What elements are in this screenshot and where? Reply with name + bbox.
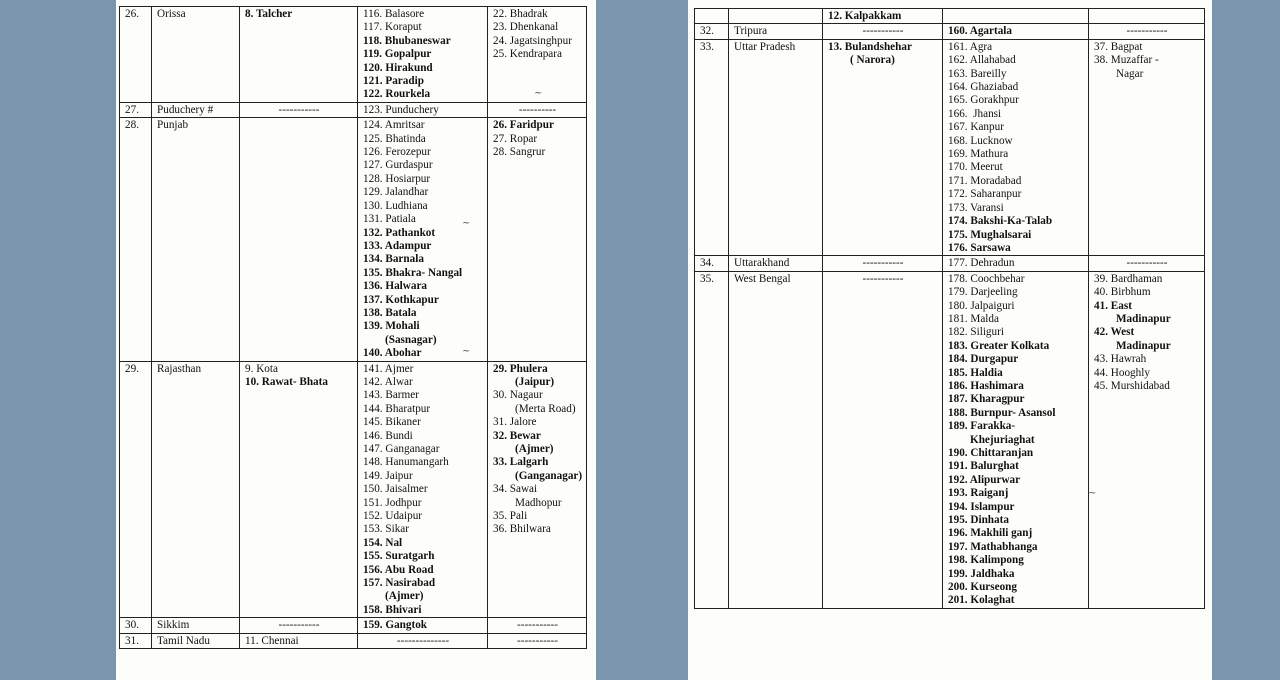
city-entry: 150. Jaisalmer — [363, 483, 428, 496]
city-list-cell — [358, 7, 488, 103]
state-name: Sikkim — [152, 618, 240, 633]
state-name — [729, 9, 823, 24]
city-entry: 175. Mughalsarai — [948, 228, 1032, 241]
city-entry: 174. Bakshi-Ka-Talab — [948, 215, 1053, 228]
city-list-cell — [488, 7, 587, 103]
city-entry: 122. Rourkela — [363, 88, 431, 101]
city-entry: 8. Talcher — [245, 8, 293, 20]
city-entry: 157. Nasirabad — [363, 577, 436, 590]
city-entry: 38. Muzaffar - — [1094, 54, 1159, 67]
city-list-cell — [488, 118, 587, 361]
city-entry: 39. Bardhaman — [1094, 272, 1163, 285]
city-list-cell — [358, 618, 488, 633]
city-list-cell — [1089, 256, 1205, 271]
city-entry: 26. Faridpur — [493, 119, 554, 132]
city-entry: 116. Balasore — [363, 8, 425, 20]
city-entry: 124. Amritsar — [363, 119, 425, 132]
city-entry: 199. Jaldhaka — [948, 567, 1015, 580]
city-entry: 137. Kothkapur — [363, 293, 439, 306]
table-row — [120, 633, 587, 648]
city-entry: 153. Sikar — [363, 523, 409, 536]
table-row — [695, 256, 1205, 271]
cities-table-right — [694, 8, 1205, 609]
city-entry: 43. Hawrah — [1094, 353, 1147, 366]
city-list-cell — [943, 271, 1089, 608]
city-list-cell — [823, 271, 943, 608]
handwritten-mark: ~ — [462, 346, 471, 357]
city-entry: 194. Islampur — [948, 500, 1015, 513]
city-entry: ----------- — [517, 619, 558, 632]
city-entry: 29. Phulera — [493, 362, 548, 375]
city-list-cell — [240, 633, 358, 648]
city-entry: (Ajmer) — [515, 443, 554, 455]
city-entry: 162. Allahabad — [948, 54, 1016, 67]
row-number: 28. — [120, 118, 152, 361]
city-entry: 193. Raiganj — [948, 487, 1009, 500]
city-entry: 125. Bhatinda — [363, 132, 426, 145]
table-row — [120, 361, 587, 618]
row-number: 33. — [695, 39, 729, 256]
city-entry: 198. Kalimpong — [948, 554, 1024, 567]
city-entry: 155. Suratgarh — [363, 550, 435, 563]
document-page-right — [688, 0, 1212, 680]
city-entry: 22. Bhadrak — [493, 8, 548, 20]
city-entry: 201. Kolaghat — [948, 594, 1015, 607]
city-entry: 164. Ghaziabad — [948, 81, 1019, 94]
city-entry: Madinapur — [1116, 339, 1171, 352]
city-entry: Nagar — [1116, 67, 1144, 80]
city-entry: 178. Coochbehar — [948, 272, 1025, 285]
city-list-cell — [943, 39, 1089, 256]
city-entry: 136. Halwara — [363, 280, 428, 293]
state-name: Puduchery # — [152, 102, 240, 117]
city-entry: ----------- — [278, 619, 320, 632]
table-row — [695, 24, 1205, 39]
city-entry: Madinapur — [1116, 312, 1171, 325]
city-list-cell — [943, 9, 1089, 24]
city-entry: 184. Durgapur — [948, 353, 1019, 366]
city-entry: 182. Siliguri — [948, 326, 1004, 339]
city-entry: 171. Moradabad — [948, 174, 1022, 187]
city-entry: 9. Kota — [245, 362, 278, 375]
city-list-cell — [823, 39, 943, 256]
handwritten-mark: ~ — [534, 88, 543, 99]
state-name: Punjab — [152, 118, 240, 361]
city-entry: 12. Kalpakkam — [828, 10, 902, 22]
city-entry: 130. Ludhiana — [363, 199, 428, 212]
city-entry: 170. Meerut — [948, 161, 1003, 174]
city-entry: 25. Kendrapara — [493, 48, 562, 61]
city-entry: 132. Pathankot — [363, 226, 436, 239]
city-entry: 134. Barnala — [363, 253, 424, 266]
row-number: 32. — [695, 24, 729, 39]
city-entry: 197. Mathabhanga — [948, 540, 1038, 553]
city-entry: 187. Kharagpur — [948, 393, 1025, 406]
city-entry: 36. Bhilwara — [493, 523, 551, 536]
city-entry: 163. Bareilly — [948, 67, 1007, 80]
city-list-cell — [240, 7, 358, 103]
city-entry: 37. Bagpat — [1094, 40, 1143, 53]
city-entry: 190. Chittaranjan — [948, 447, 1034, 459]
city-entry: ( Narora) — [850, 54, 895, 67]
city-entry: -------------- — [396, 634, 450, 647]
city-entry: 165. Gorakhpur — [948, 94, 1019, 107]
city-entry: ----------- — [1126, 257, 1168, 270]
row-number: 34. — [695, 256, 729, 271]
city-entry: 30. Nagaur — [493, 389, 543, 402]
city-entry: 126. Ferozepur — [363, 146, 431, 159]
city-entry: 191. Balurghat — [948, 460, 1019, 473]
city-entry: ----------- — [1126, 25, 1168, 38]
city-list-cell — [1089, 24, 1205, 39]
state-name: Uttar Pradesh — [729, 39, 823, 256]
city-entry: 154. Nal — [363, 536, 403, 549]
city-list-cell — [823, 24, 943, 39]
table-row — [120, 118, 587, 361]
city-entry: 44. Hooghly — [1094, 366, 1150, 379]
city-entry: Madhopur — [515, 496, 562, 509]
city-entry: 181. Malda — [948, 312, 999, 325]
state-name: West Bengal — [729, 271, 823, 608]
city-entry: ----------- — [862, 272, 904, 285]
city-list-cell — [1089, 9, 1205, 24]
handwritten-mark: ~ — [462, 218, 471, 229]
city-entry: 146. Bundi — [363, 429, 413, 442]
city-entry: 127. Gurdaspur — [363, 159, 433, 172]
city-entry: (Jaipur) — [515, 375, 555, 388]
row-number: 31. — [120, 633, 152, 648]
row-number: 27. — [120, 102, 152, 117]
city-entry: 192. Alipurwar — [948, 473, 1021, 486]
city-entry: 24. Jagatsinghpur — [493, 34, 572, 47]
city-entry: 11. Chennai — [245, 634, 299, 647]
city-entry: 147. Ganganagar — [363, 443, 440, 455]
city-entry: 41. East — [1094, 299, 1132, 312]
table-row — [695, 39, 1205, 256]
city-entry: (Ganganagar) — [515, 469, 583, 482]
city-list-cell — [488, 618, 587, 633]
state-name: Tripura — [729, 24, 823, 39]
city-entry: ----------- — [862, 25, 904, 38]
table-row — [120, 102, 587, 117]
row-number: 26. — [120, 7, 152, 103]
city-list-cell — [358, 102, 488, 117]
state-name: Rajasthan — [152, 361, 240, 618]
row-number: 29. — [120, 361, 152, 618]
city-entry: 185. Haldia — [948, 366, 1003, 379]
city-entry: 176. Sarsawa — [948, 241, 1011, 254]
city-entry: 42. West — [1094, 326, 1135, 339]
city-entry: (Sasnagar) — [385, 333, 437, 346]
city-entry: 131. Patiala — [363, 213, 416, 226]
city-list-cell — [488, 633, 587, 648]
city-entry: 172. Saharanpur — [948, 188, 1022, 201]
city-list-cell — [358, 633, 488, 648]
city-entry: 173. Varansi — [948, 201, 1004, 214]
state-name: Uttarakhand — [729, 256, 823, 271]
city-entry: 140. Abohar — [363, 347, 422, 360]
city-entry: 161. Agra — [948, 40, 993, 53]
city-entry: 139. Mohali — [363, 320, 420, 333]
city-entry: 23. Dhenkanal — [493, 21, 559, 34]
city-list-cell — [488, 102, 587, 117]
city-entry: 189. Farakka- — [948, 420, 1016, 433]
city-list-cell — [358, 118, 488, 361]
city-entry: ---------- — [518, 103, 557, 116]
city-entry: (Merta Road) — [515, 402, 576, 415]
city-entry: 35. Pali — [493, 510, 528, 523]
city-entry: 138. Batala — [363, 306, 417, 319]
city-list-cell — [240, 118, 358, 361]
city-entry: 40. Birbhum — [1094, 286, 1151, 299]
city-entry: (Ajmer) — [385, 590, 424, 603]
city-entry: 141. Ajmer — [363, 362, 414, 375]
city-list-cell — [823, 9, 943, 24]
city-entry: 169. Mathura — [948, 148, 1009, 161]
city-entry: 128. Hosiarpur — [363, 172, 431, 185]
city-entry: 121. Paradip — [363, 75, 424, 88]
city-entry: 168. Lucknow — [948, 134, 1013, 147]
city-entry: 28. Sangrur — [493, 146, 546, 159]
city-list-cell — [240, 361, 358, 618]
city-entry: 10. Rawat- Bhata — [245, 375, 328, 388]
city-entry: 144. Bharatpur — [363, 402, 431, 415]
city-entry: 151. Jodhpur — [363, 496, 422, 509]
city-entry: 117. Koraput — [363, 21, 422, 34]
city-entry: 135. Bhakra- Nangal — [363, 266, 463, 279]
city-entry: 160. Agartala — [948, 25, 1013, 38]
city-entry: 31. Jalore — [493, 416, 537, 429]
table-row — [120, 7, 587, 103]
city-entry: 180. Jalpaiguri — [948, 299, 1015, 312]
city-list-cell — [943, 24, 1089, 39]
city-entry: 200. Kurseong — [948, 581, 1017, 594]
city-entry: 119. Gopalpur — [363, 48, 432, 61]
city-entry: 186. Hashimara — [948, 379, 1024, 392]
city-entry: 188. Burnpur- Asansol — [948, 406, 1056, 419]
city-entry: 120. Hirakund — [363, 61, 433, 74]
city-entry: ----------- — [862, 257, 904, 270]
city-entry: 196. Makhili ganj — [948, 527, 1033, 540]
table-row — [120, 618, 587, 633]
city-list-cell — [943, 256, 1089, 271]
city-entry: 34. Sawai — [493, 483, 538, 496]
state-name: Orissa — [152, 7, 240, 103]
city-list-cell — [240, 102, 358, 117]
city-entry: 143. Barmer — [363, 389, 419, 402]
row-number: 35. — [695, 271, 729, 608]
city-entry: 179. Darjeeling — [948, 286, 1018, 299]
city-entry: 183. Greater Kolkata — [948, 339, 1050, 352]
table-row — [695, 271, 1205, 608]
city-entry: 167. Kanpur — [948, 121, 1004, 134]
city-entry: Khejuriaghat — [970, 433, 1035, 446]
city-entry: 156. Abu Road — [363, 563, 434, 576]
state-name: Tamil Nadu — [152, 633, 240, 648]
city-entry: 45. Murshidabad — [1094, 379, 1170, 392]
city-entry: 145. Bikaner — [363, 416, 421, 429]
city-entry: 159. Gangtok — [363, 619, 428, 632]
row-number: 30. — [120, 618, 152, 633]
handwritten-mark: ~ — [1088, 488, 1097, 499]
city-entry: 32. Bewar — [493, 429, 541, 442]
row-number — [695, 9, 729, 24]
city-entry: 148. Hanumangarh — [363, 456, 449, 469]
city-list-cell — [1089, 39, 1205, 256]
city-entry: 142. Alwar — [363, 375, 413, 388]
table-row — [695, 9, 1205, 24]
document-page-left — [116, 0, 596, 680]
city-entry: 158. Bhivari — [363, 603, 422, 616]
city-entry: 166. Jhansi — [948, 107, 1002, 120]
city-list-cell — [358, 361, 488, 618]
city-entry: 118. Bhubaneswar — [363, 34, 451, 47]
city-list-cell — [240, 618, 358, 633]
city-entry: 27. Ropar — [493, 132, 538, 145]
city-entry: 177. Dehradun — [948, 257, 1015, 270]
city-list-cell — [488, 361, 587, 618]
city-entry: 152. Udaipur — [363, 510, 423, 523]
city-entry: ----------- — [517, 634, 558, 647]
city-entry: 149. Jaipur — [363, 469, 413, 482]
city-entry: 195. Dinhata — [948, 514, 1009, 527]
city-entry: 33. Lalgarh — [493, 456, 549, 469]
cities-table-left — [119, 6, 587, 649]
city-entry: 13. Bulandshehar — [828, 40, 912, 53]
city-entry: 129. Jalandhar — [363, 186, 429, 199]
city-entry: 123. Punduchery — [363, 103, 439, 116]
city-entry: ----------- — [278, 103, 320, 116]
city-entry: 133. Adampur — [363, 239, 432, 252]
city-list-cell — [1089, 271, 1205, 608]
city-list-cell — [823, 256, 943, 271]
